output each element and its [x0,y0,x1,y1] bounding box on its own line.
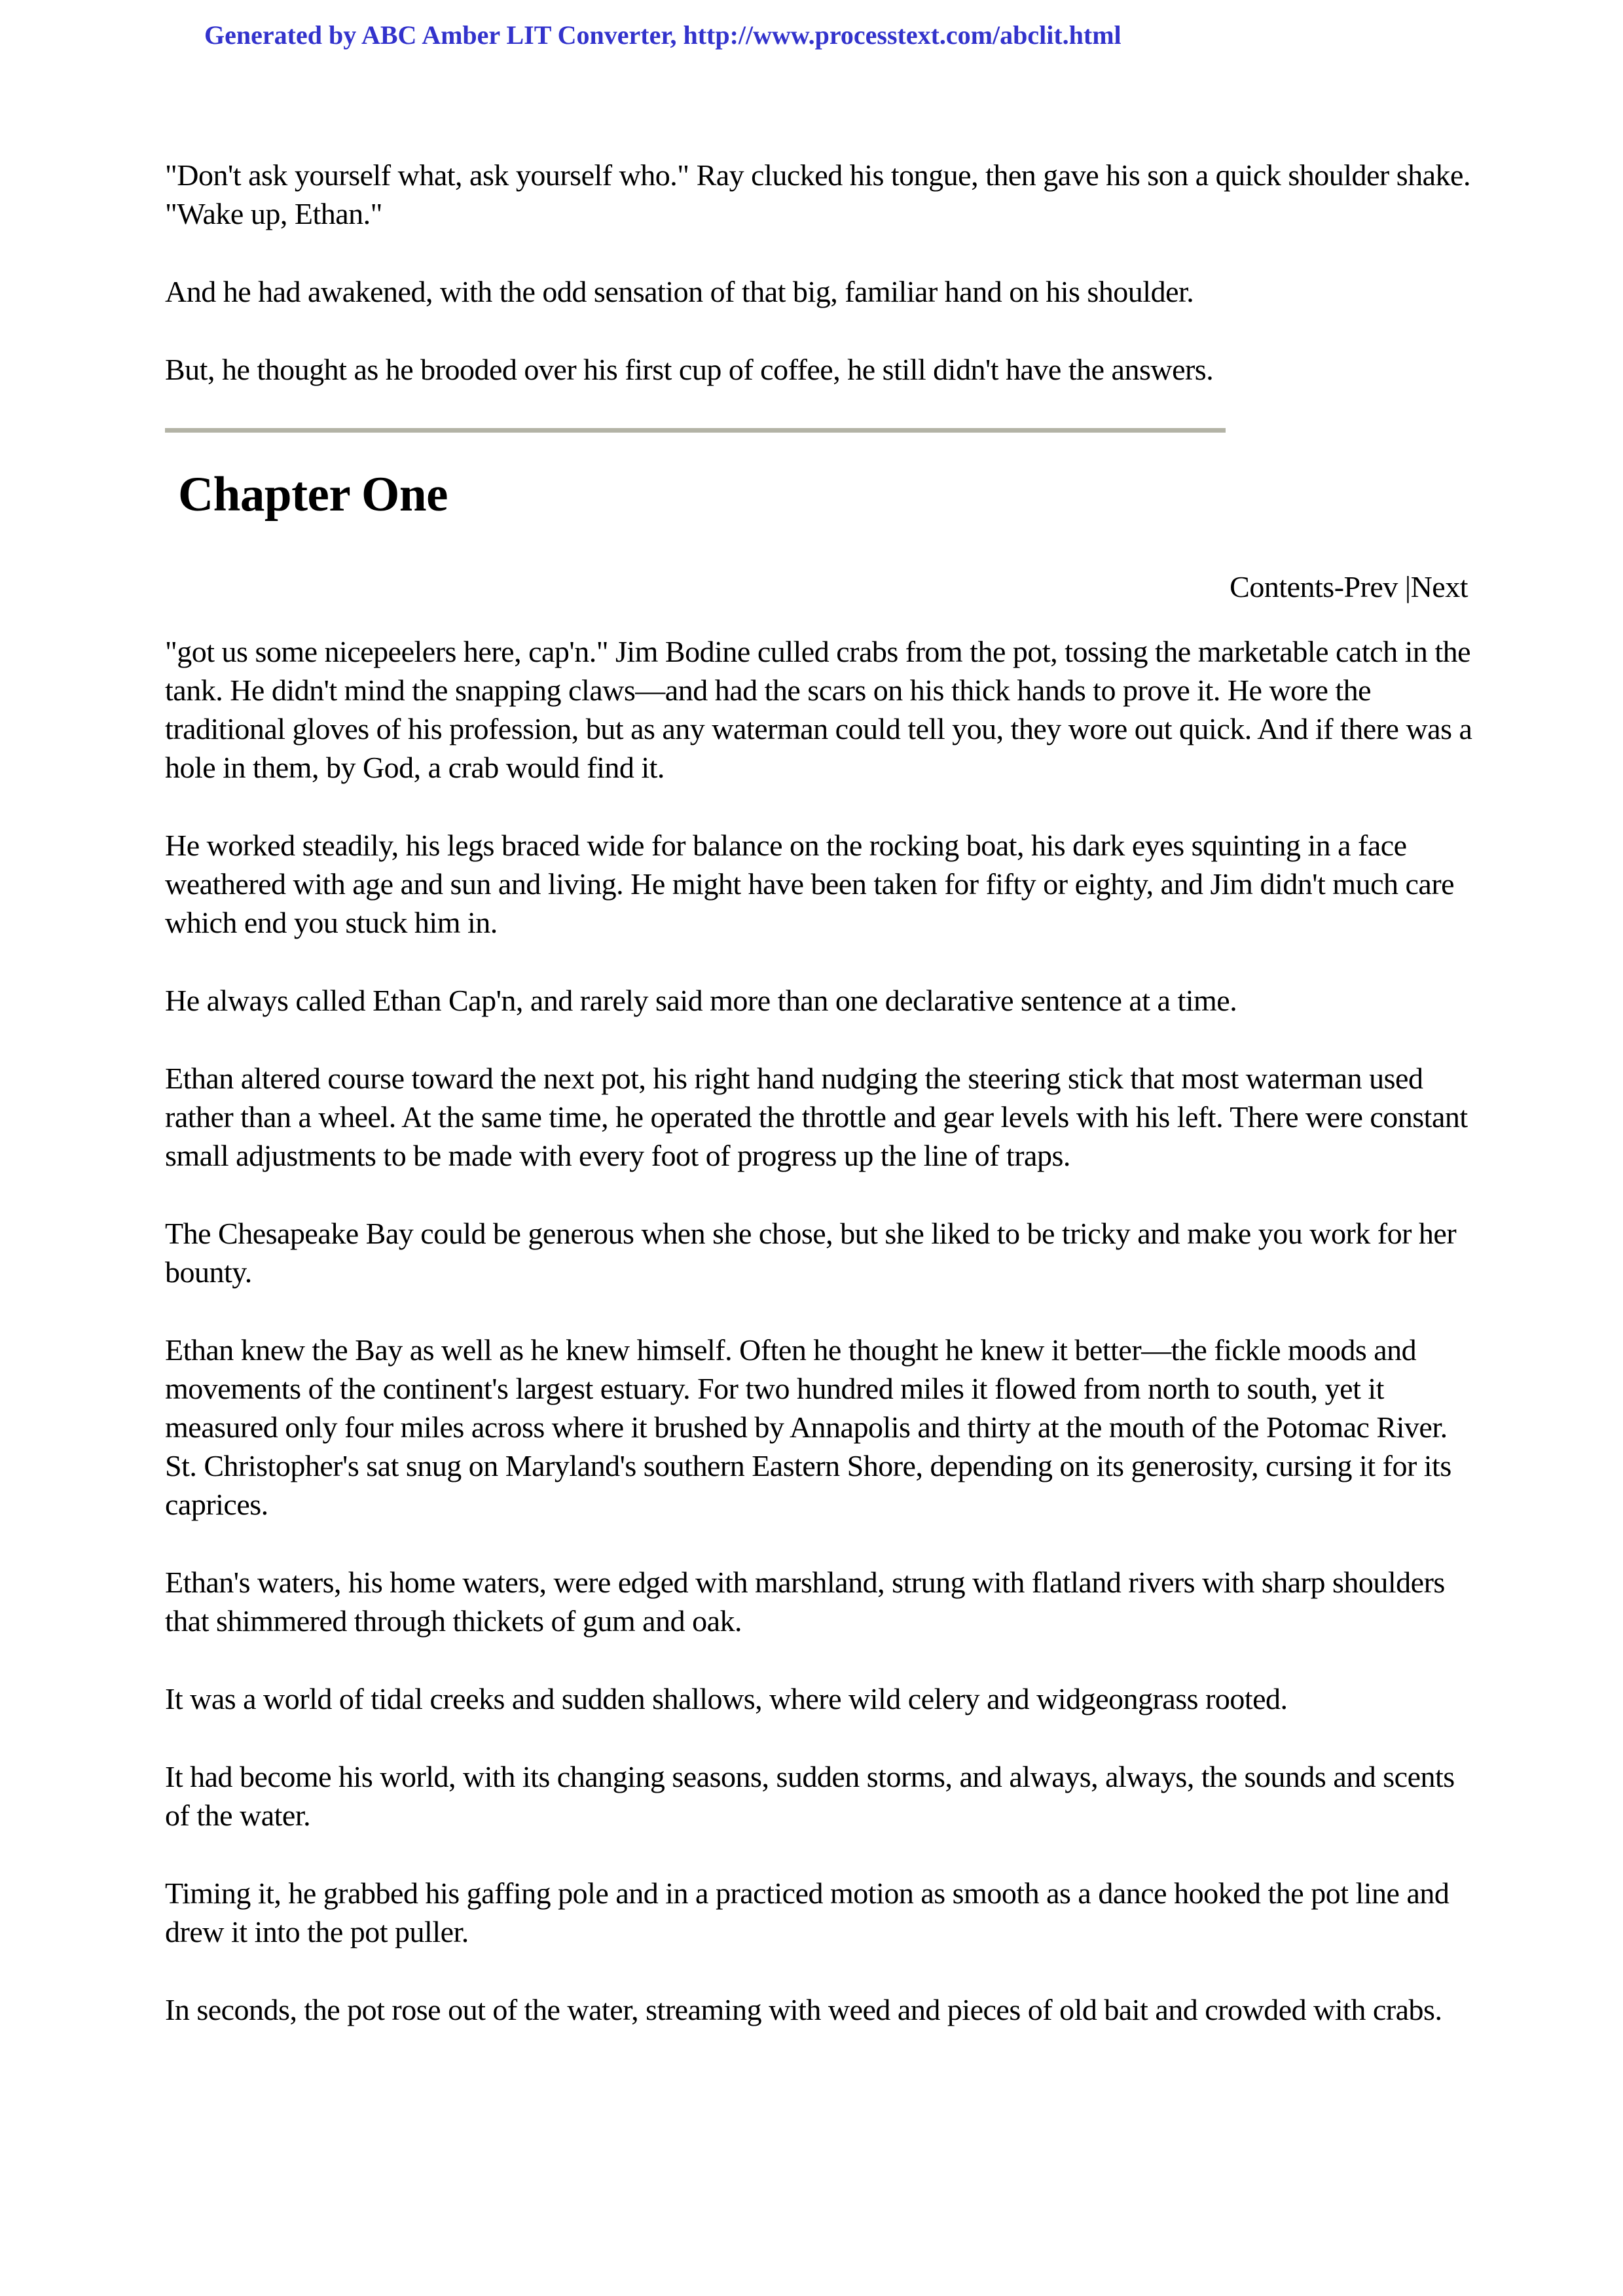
document-body [165,156,1474,2068]
prelude-paragraph-2: And he had awakened, with the odd sensation of that big, familiar hand on his shoulder. [165,275,1194,308]
chapter-paragraph-10: Timing it, he grabbed his gaffing pole and in a practiced motion as smooth as a dance hooked the pot line and drew it into the pot puller. [165,1876,1450,1948]
prelude-paragraph-3: But, he thought as he brooded over his first cup of coffee, he still didn't have the answers. [165,353,1214,386]
chapter-title: Chapter One [178,467,448,522]
chapter-paragraph-1: "got us some nicepeelers here, cap'n." Jim Bodine culled crabs from the pot, tossing the marketable catch in the tank. He didn't mind the snapping claws—and had the scars on his thick hands to prove it. He wore the traditional gloves of his profession, but as any waterman could tell you, they wore out quick. And if there was a hole in them, by God, a crab would find it. [165,635,1472,784]
chapter-nav [165,567,1468,606]
chapter-paragraph-6: Ethan knew the Bay as well as he knew himself. Often he thought he knew it better—the fickle moods and movements of the continent's largest estuary. For two hundred miles it flowed from north to south, yet it measured only four miles across where it brushed by Annapolis and thirty at the mouth of the Potomac River. St. Christopher's sat snug on Maryland's southern Eastern Shore, depending on its generosity, cursing it for its caprices. [165,1333,1451,1521]
next-link[interactable]: Next [1410,570,1468,603]
chapter-paragraph-5: The Chesapeake Bay could be generous when she chose, but she liked to be tricky and make you work for her bounty. [165,1217,1457,1289]
section-divider [165,428,1226,433]
chapter-paragraph-9: It had become his world, with its changing seasons, sudden storms, and always, always, the sounds and scents of the water. [165,1760,1455,1832]
converter-header: Generated by ABC Amber LIT Converter, http://www.processtext.com/abclit.html [204,20,1122,50]
chapter-paragraph-8: It was a world of tidal creeks and sudden shallows, where wild celery and widgeongrass rooted. [165,1682,1288,1715]
chapter-paragraph-4: Ethan altered course toward the next pot, his right hand nudging the steering stick that most waterman used rather than a wheel. At the same time, he operated the throttle and gear levels with his left. There were constant small adjustments to be made with every foot of progress up the line of traps. [165,1062,1468,1172]
chapter-paragraph-3: He always called Ethan Cap'n, and rarely said more than one declarative sentence at a time. [165,984,1237,1017]
nav-separator: - [1334,570,1344,603]
prev-link[interactable]: Prev [1343,570,1398,603]
chapter-paragraph-7: Ethan's waters, his home waters, were edged with marshland, strung with flatland rivers with sharp shoulders that shimmered through thickets of gum and oak. [165,1566,1445,1638]
nav-separator: | [1397,570,1411,603]
chapter-paragraph-11: In seconds, the pot rose out of the water, streaming with weed and pieces of old bait and crowded with crabs. [165,1993,1442,2026]
contents-link[interactable]: Contents [1230,570,1334,603]
chapter-paragraph-2: He worked steadily, his legs braced wide for balance on the rocking boat, his dark eyes squinting in a face weathered with age and sun and living. He might have been taken for fifty or eighty, and Jim didn't much care which end you stuck him in. [165,829,1455,939]
prelude-paragraph-1: "Don't ask yourself what, ask yourself who." Ray clucked his tongue, then gave his son a quick shoulder shake. "Wake up, Ethan." [165,158,1470,230]
